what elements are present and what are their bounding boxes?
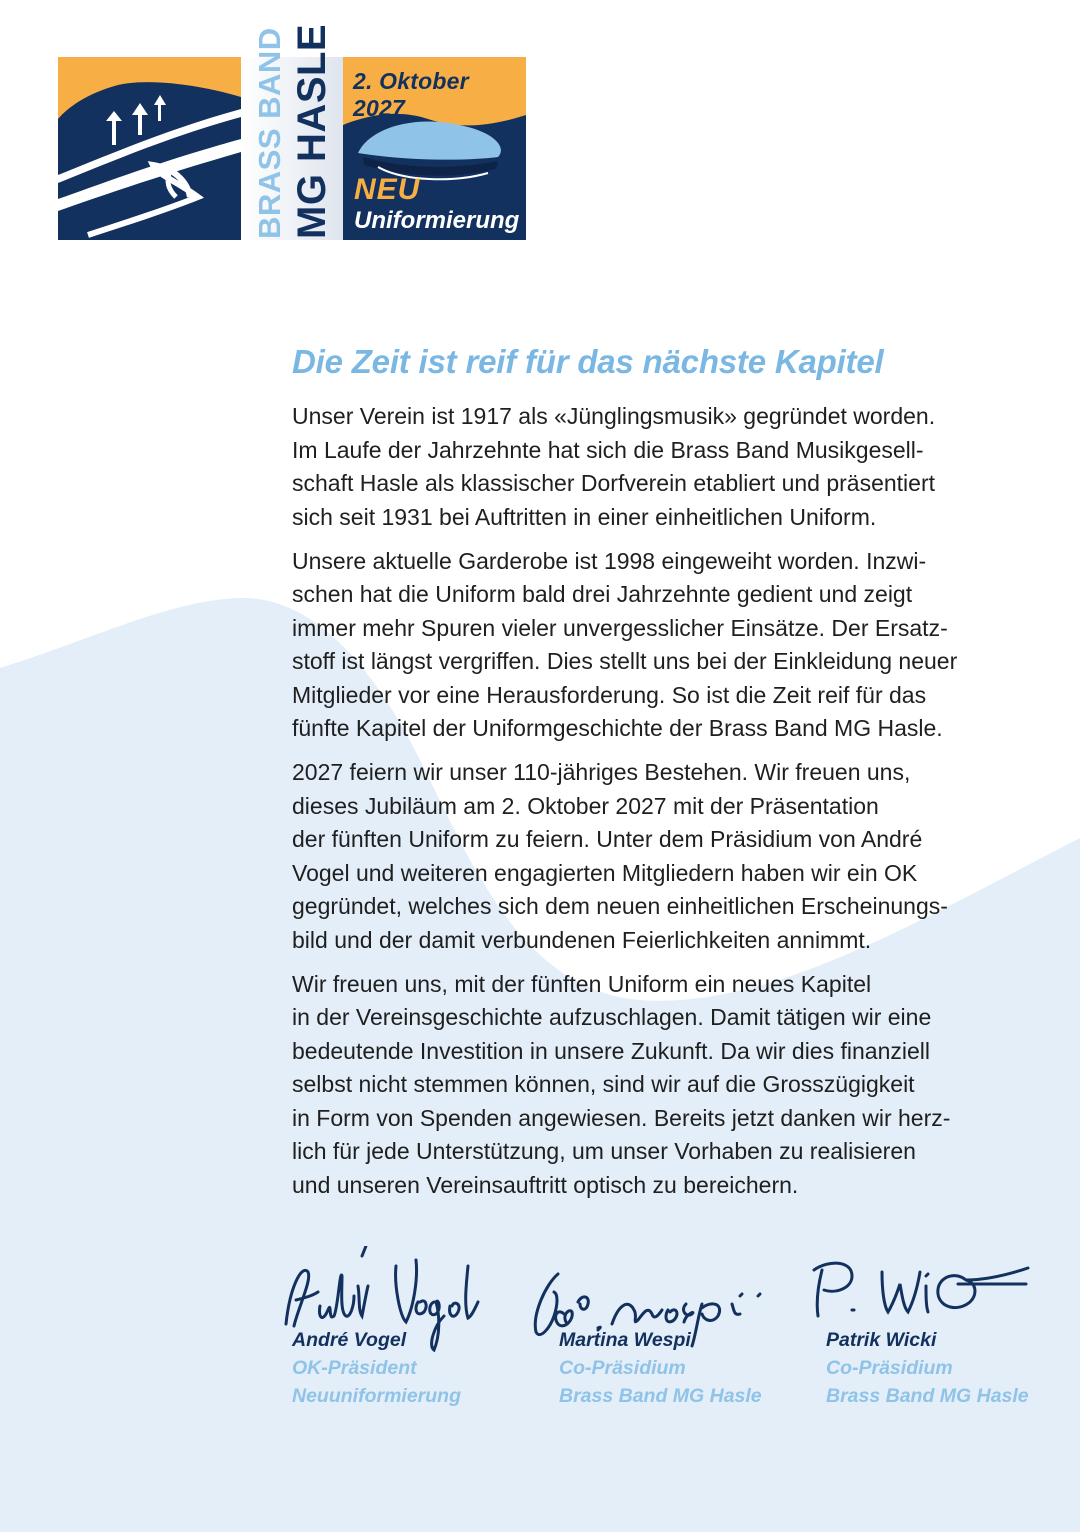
signatory-role: Brass Band MG Hasle	[826, 1385, 1029, 1407]
signatory-name: Patrik Wicki	[826, 1329, 937, 1351]
paragraph-3	[292, 756, 1022, 957]
text-line: selbst nicht stemmen können, sind wir auf die Grosszügigkeit	[292, 1071, 915, 1097]
text-line: schaft Hasle als klassischer Dorfverein etabliert und präsentiert	[292, 470, 936, 496]
text-line: bedeutende Investition in unsere Zukunft. Da wir dies finanziell	[292, 1037, 930, 1064]
text-line: Unsere aktuelle Garderobe ist 1998 eingeweiht worden. Inzwi-	[292, 547, 927, 574]
text-line: der fünften Uniform zu feiern. Unter dem Präsidium von André	[292, 826, 923, 852]
text-line: sich seit 1931 bei Auftritten in einer einheitlichen Uniform.	[292, 503, 877, 530]
signatory-name: Martina Wespi	[559, 1329, 691, 1351]
text-line: in Form von Spenden angewiesen. Bereits jetzt danken wir herz-	[292, 1104, 951, 1131]
text-line: Unser Verein ist 1917 als «Jünglingsmusik» gegründet worden.	[292, 403, 936, 429]
text-line: in der Vereinsgeschichte aufzuschlagen. Damit tätigen wir eine	[292, 1004, 932, 1030]
signatory-role: Co-Präsidium	[826, 1357, 953, 1379]
paragraph-2	[292, 545, 1022, 746]
signature-section	[0, 1240, 1080, 1440]
signatory-role: OK-Präsident	[292, 1357, 417, 1379]
signatory-role: Neuuniformierung	[292, 1385, 461, 1407]
signatory-role: Brass Band MG Hasle	[559, 1385, 762, 1407]
text-line: Wir freuen uns, mit der fünften Uniform ein neues Kapitel	[292, 970, 872, 997]
text-line: bild und der damit verbundenen Feierlichkeiten annimmt.	[292, 926, 872, 953]
text-line: stoff ist längst vergriffen. Dies stellt uns bei der Einkleidung neuer	[292, 648, 958, 674]
text-line: schen hat die Uniform bald drei Jahrzehnte gedient und zeigt	[292, 581, 913, 607]
text-line: immer mehr Spuren vieler unvergesslicher Einsätze. Der Ersatz-	[292, 614, 948, 641]
text-line: Im Laufe der Jahrzehnte hat sich die Brass Band Musikgesell-	[292, 436, 924, 463]
signatory-3	[826, 1326, 1029, 1410]
text-line: fünfte Kapitel der Uniformgeschichte der Brass Band MG Hasle.	[292, 715, 943, 741]
signatory-1	[292, 1326, 461, 1410]
logo-uniformierung-text: Uniformierung	[354, 207, 520, 234]
letter-body	[292, 338, 1022, 1213]
signatory-role: Co-Präsidium	[559, 1357, 686, 1379]
paragraph-1	[292, 400, 1022, 534]
logo-date: 2. Oktober 2027	[353, 68, 469, 121]
logo-neu-text: NEU	[354, 173, 421, 206]
page-title: Die Zeit ist reif für das nächste Kapitel	[292, 343, 884, 380]
text-line: dieses Jubiläum am 2. Oktober 2027 mit der Präsentation	[292, 792, 879, 819]
paragraph-4	[292, 968, 1022, 1203]
text-line: und unseren Vereinsauftritt optisch zu bereichern.	[292, 1171, 799, 1198]
logo-mg-hasle-text: MG HASLE	[290, 23, 334, 239]
signatory-name: André Vogel	[292, 1329, 407, 1351]
signature-patrik-wicki	[808, 1256, 1036, 1328]
text-line: gegründet, welches sich dem neuen einheitlichen Erscheinungs-	[292, 893, 948, 919]
text-line: 2027 feiern wir unser 110-jähriges Bestehen. Wir freuen uns,	[292, 759, 911, 785]
logo-brass-band-text: BRASS BAND	[252, 27, 287, 239]
text-line: Mitglieder vor eine Herausforderung. So ist die Zeit reif für das	[292, 681, 927, 708]
text-line: lich für jede Unterstützung, um unser Vorhaben zu realisieren	[292, 1138, 916, 1164]
signatory-2	[559, 1326, 762, 1410]
event-logo	[58, 23, 526, 240]
text-line: Vogel und weiteren engagierten Mitgliedern haben wir ein OK	[292, 859, 918, 886]
